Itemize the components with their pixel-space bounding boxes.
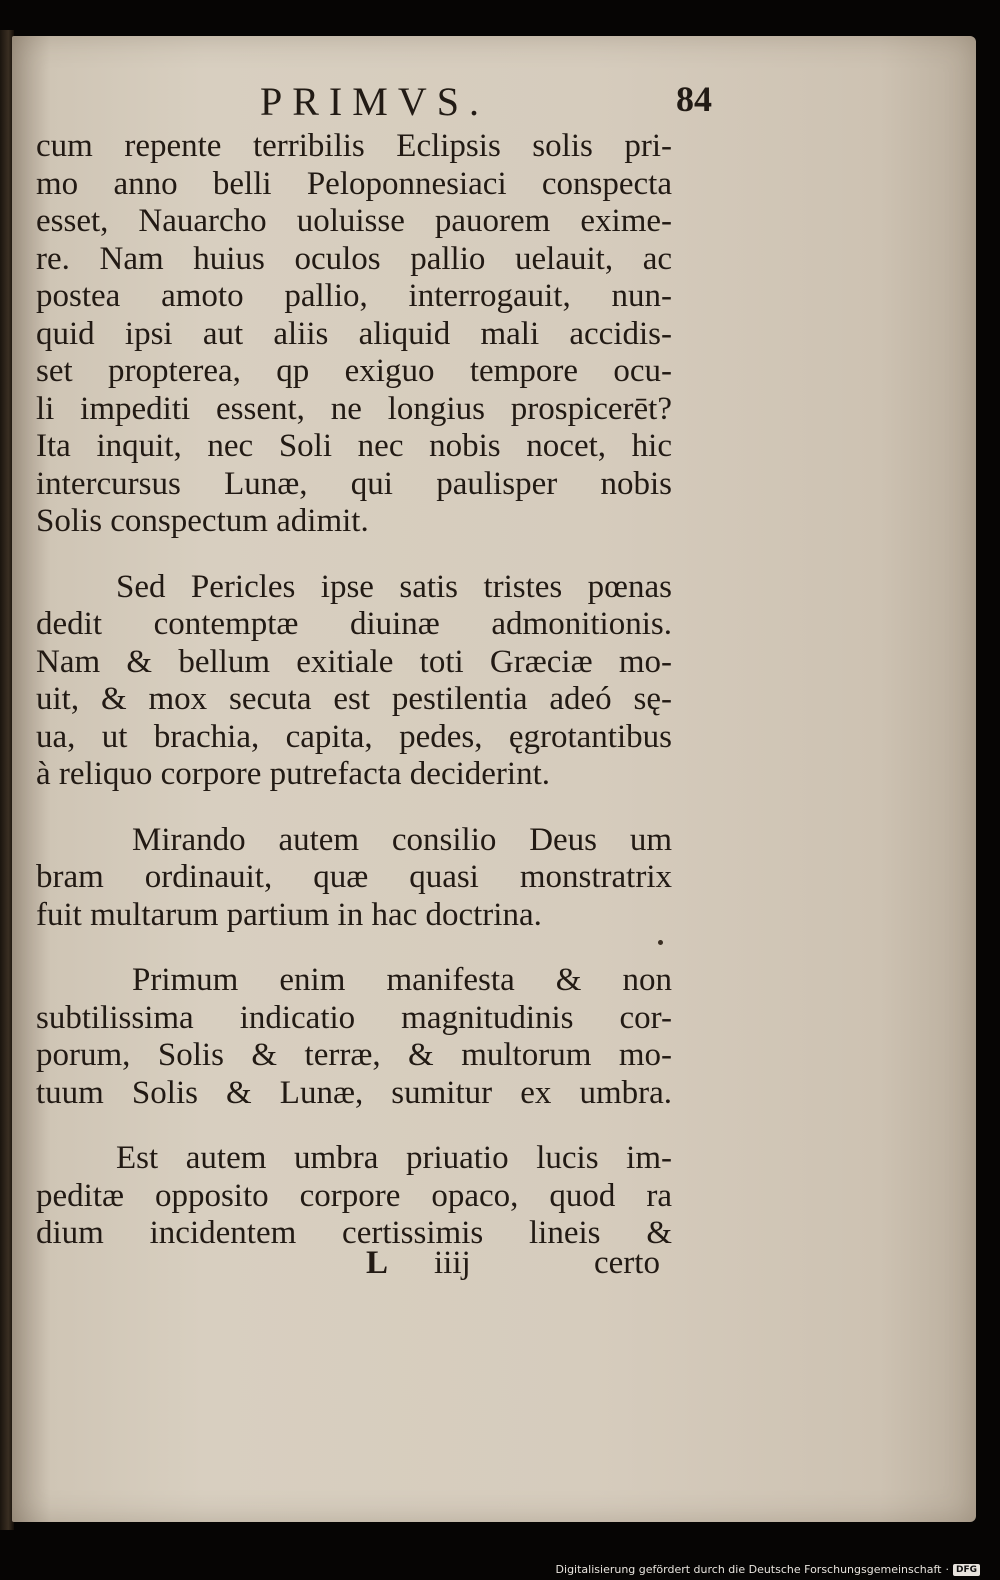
text-line: porum, Solis & terræ, & multorum mo- [36,1037,672,1073]
text-line: quid ipsi aut aliis aliquid mali accidis- [36,315,672,352]
paragraph-4 [36,962,672,1112]
text-line: Sed Pericles ipse satis tristes pœnas [116,568,672,605]
text-line: li impediti essent, ne longius prospicerēt? [36,390,672,427]
signature-number: iiij [434,1245,471,1281]
text-line: cum repente terribilis Eclipsis solis pri- [36,128,672,164]
text-line: à reliquo corpore putrefacta deciderint. [36,756,550,792]
text-line: peditæ opposito corpore opaco, quod ra [36,1177,672,1214]
text-line: postea amoto pallio, interrogauit, nun- [36,278,672,314]
text-line: dium incidentem certissimis lineis & [36,1215,672,1251]
paragraph-1 [36,128,672,541]
signature-line [36,1245,672,1285]
text-line: tuum Solis & Lunæ, sumitur ex umbra. [36,1074,672,1111]
text-line: Mirando autem consilio Deus um [132,821,672,858]
paragraph-3 [36,822,672,935]
catchword: certo [594,1245,660,1281]
text-line: ua, ut brachia, capita, pedes, ęgrotantibus [36,718,672,755]
text-line: Est autem umbra priuatio lucis im- [116,1140,672,1176]
text-line: Ita inquit, nec Soli nec nobis nocet, hic [36,428,672,464]
digitization-credit: Digitalisierung gefördert durch die Deutsche Forschungsgemeinschaft · DFG [556,1563,980,1576]
text-line: set propterea, qp exiguo tempore ocu- [36,353,672,389]
paragraph-2 [36,569,672,794]
text-line: fuit multarum partium in hac doctrina. [36,896,542,933]
dfg-logo-icon: DFG [953,1564,980,1576]
text-line: Primum enim manifesta & non [132,962,672,998]
signature-letter: L [366,1245,389,1281]
text-line: dedit contemptæ diuinæ admonitionis. [36,606,672,642]
page-number: 84 [676,79,712,119]
text-line: intercursus Lunæ, qui paulisper nobis [36,465,672,502]
text-line: uit, & mox secuta est pestilentia adeó sę- [36,681,672,717]
text-line: esset, Nauarcho uoluisse pauorem exime- [36,203,672,239]
credit-text: Digitalisierung gefördert durch die Deutsche Forschungsgemeinschaft [555,1563,942,1576]
ink-mark [658,940,663,945]
text-line: re. Nam huius oculos pallio uelauit, ac [36,240,672,277]
text-line: bram ordinauit, quæ quasi monstratrix [36,859,672,895]
text-line: subtilissima indicatio magnitudinis cor- [36,999,672,1036]
body-text [36,128,672,1253]
text-line: Solis conspectum adimit. [36,503,369,539]
running-head: PRIMVS. [260,79,489,124]
text-line: Nam & bellum exitiale toti Græciæ mo- [36,643,672,680]
paragraph-5 [36,1140,672,1253]
text-line: mo anno belli Peloponnesiaci conspecta [36,165,672,202]
